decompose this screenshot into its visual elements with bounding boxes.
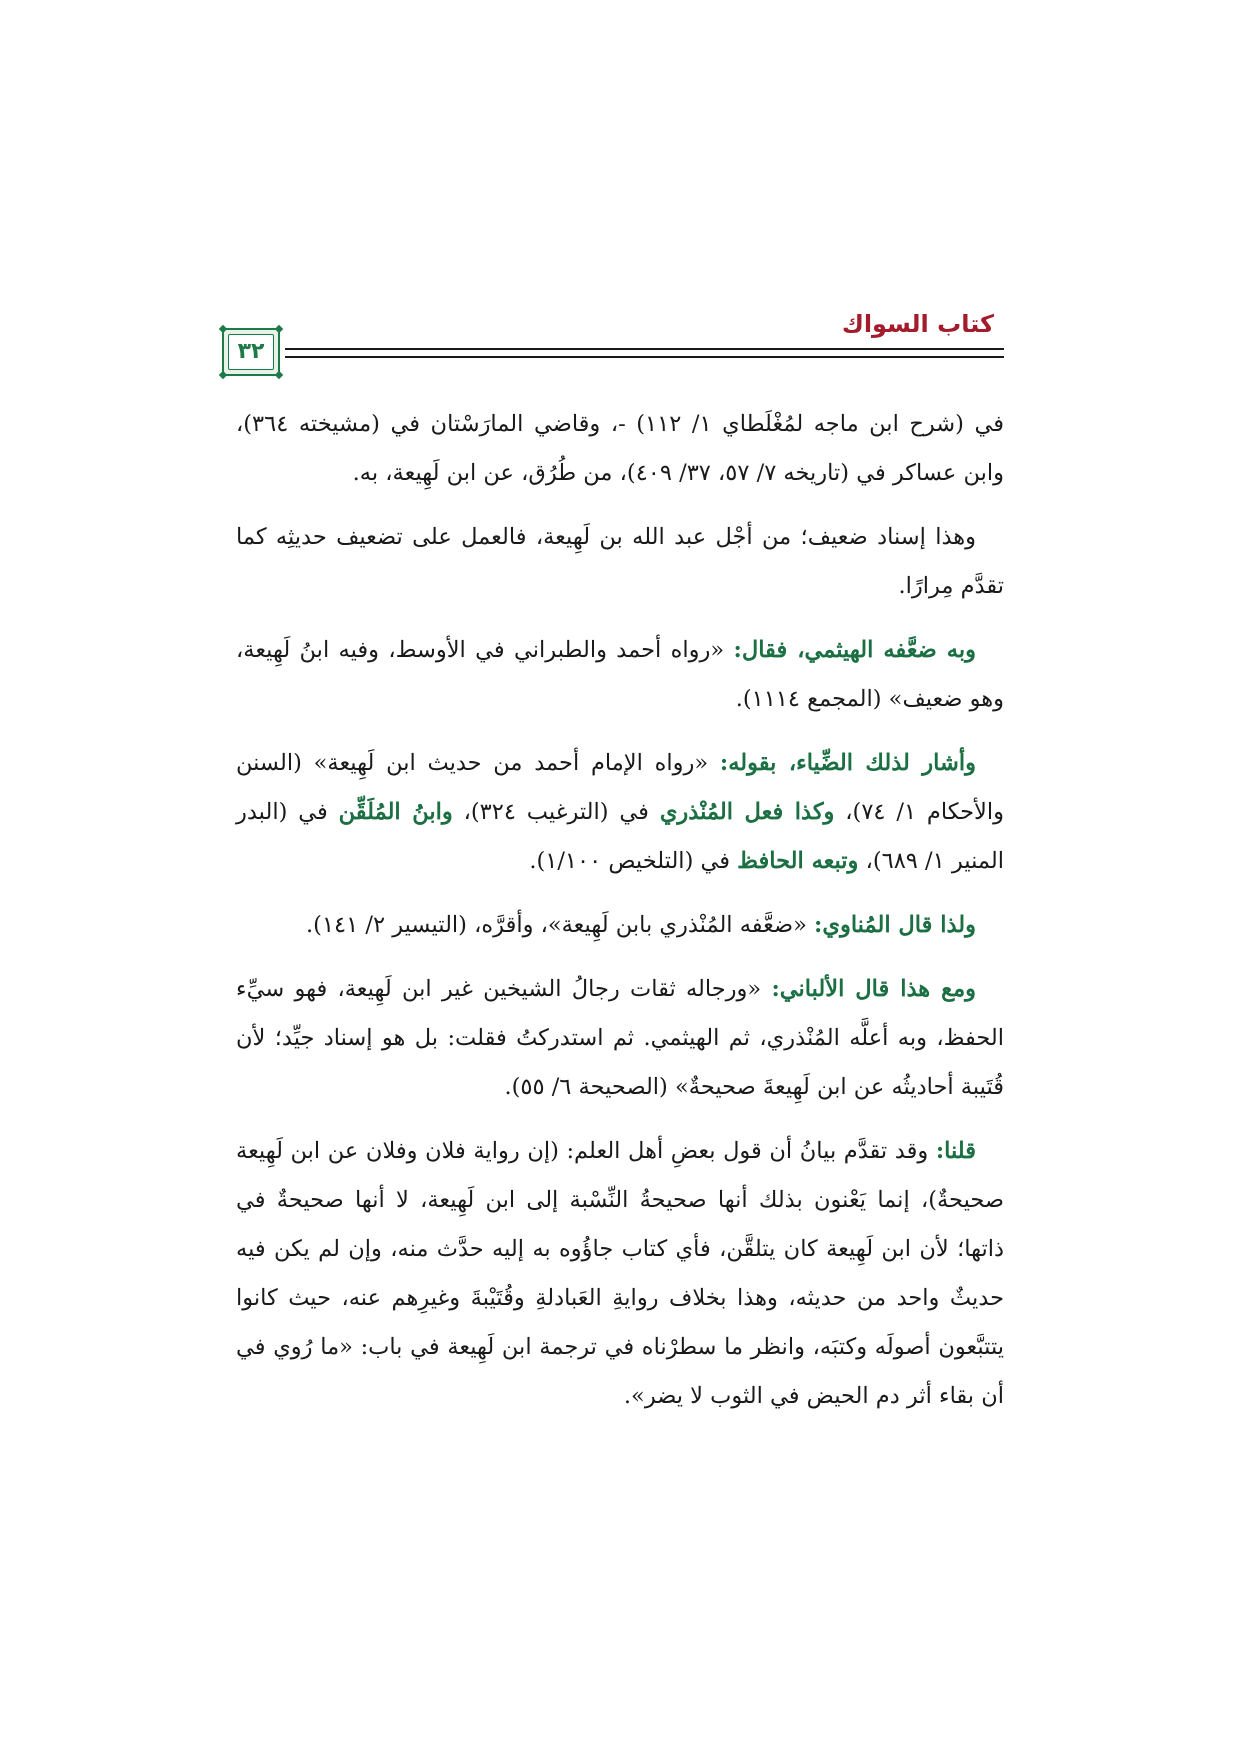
paragraph-sources bbox=[236, 400, 1004, 498]
paragraph-text: «رواه الإمام أحمد من حديث ابن لَهِيعة» (السنن والأحكام ١/ ٧٤)، bbox=[236, 750, 1004, 825]
page-body bbox=[236, 400, 1004, 1436]
paragraph-text: في (الترغيب ٣٢٤)، bbox=[452, 799, 660, 825]
paragraph-isnad-ruling bbox=[236, 513, 1004, 611]
highlight-lead: وأشار لذلك الضِّياء، بقوله: bbox=[719, 750, 976, 776]
paragraph-text: «ضعَّفه المُنْذري بابن لَهِيعة»، وأقرَّه، (التيسير ٢/ ١٤١). bbox=[306, 912, 815, 938]
paragraph-albani bbox=[236, 965, 1004, 1112]
highlight-lead: وبه ضعَّفه الهيثمي، فقال: bbox=[733, 637, 976, 663]
paragraph-haythami bbox=[236, 626, 1004, 724]
page-number: ٣٢ bbox=[237, 339, 265, 364]
ornament-corner-icon bbox=[219, 371, 227, 379]
highlight-hafiz: وتبعه الحافظ bbox=[737, 848, 859, 874]
paragraph-text: «رواه أحمد والطبراني في الأوسط، وفيه ابنُ لَهِيعة، وهو ضعيف» (المجمع ١١١٤). bbox=[236, 637, 1004, 712]
page-number-frame bbox=[228, 334, 274, 370]
paragraph-text: في (البدر المنير ١/ ٦٨٩)، bbox=[236, 799, 1004, 874]
ornament-corner-icon bbox=[219, 325, 227, 333]
book-title: كتاب السواك bbox=[841, 310, 994, 338]
highlight-lead: ولذا قال المُناوي: bbox=[814, 912, 976, 938]
paragraph-diya bbox=[236, 739, 1004, 886]
ornament-corner-icon bbox=[275, 325, 283, 333]
highlight-mundhiri: وكذا فعل المُنْذري bbox=[659, 799, 835, 825]
highlight-lead: ومع هذا قال الألباني: bbox=[771, 976, 976, 1002]
highlight-ibn-mulaqqin: وابنُ المُلَقِّن bbox=[338, 799, 453, 825]
paragraph-text: وقد تقدَّم بيانُ أن قول بعضِ أهل العلم: (إن رواية فلان وفلان عن ابن لَهِيعة صحيحةٌ)، إنما يَعْنون بذلك أنها صحيحةُ النِّسْبة إلى ابن لَهِيعة، لا أنها صحيحةٌ في ذاتها؛ لأن ابن لَهِيعة كان يتلقَّن، فأي كتاب جاؤُوه به إليه حدَّث منه، وإن لم يكن فيه حديثٌ واحد من حديثه، وهذا بخلاف روايةِ العَبادلةِ وقُتَيْبةَ وغيرِهم عنه، حيث كانوا يتتبَّعون أصولَه وكتبَه، وانظر ما سطرْناه في ترجمة ابن لَهِيعة في باب: «ما رُوي في أن بقاء أثر دم الحيض في الثوب لا يضر». bbox=[236, 1138, 1004, 1409]
highlight-lead: قلنا: bbox=[935, 1138, 976, 1164]
page-header bbox=[0, 300, 1240, 390]
header-rule-top bbox=[285, 348, 1004, 350]
paragraph-text: في (شرح ابن ماجه لمُغْلَطاي ١/ ١١٢) -، وقاضي المارَسْتان في (مشيخته ٣٦٤)، وابن عساكر في (تاريخه ٧/ ٥٧، ٣٧/ ٤٠٩)، من طُرُق، عن ابن لَهِيعة، به. bbox=[236, 411, 1005, 486]
ornament-corner-icon bbox=[275, 371, 283, 379]
paragraph-text: «ورجاله ثقات رجالُ الشيخين غير ابن لَهِيعة، فهو سيِّء الحفظ، وبه أعلَّه المُنْذري، ثم الهيثمي. ثم استدركتُ فقلت: بل هو إسناد جيِّد؛ لأن قُتَيبة أحاديثُه عن ابن لَهِيعةَ صحيحةٌ» (الصحيحة ٦/ ٥٥). bbox=[236, 976, 1004, 1100]
paragraph-text: في (التلخيص ١/١٠٠). bbox=[529, 848, 738, 874]
page-number-badge bbox=[222, 328, 280, 376]
paragraph-response bbox=[236, 1127, 1004, 1421]
paragraph-munawi bbox=[236, 901, 1004, 950]
paragraph-text: وهذا إسناد ضعيف؛ من أجْل عبد الله بن لَهِيعة، فالعمل على تضعيف حديثِه كما تقدَّم مِرارًا. bbox=[236, 524, 1004, 599]
header-rule-bottom bbox=[285, 356, 1004, 358]
